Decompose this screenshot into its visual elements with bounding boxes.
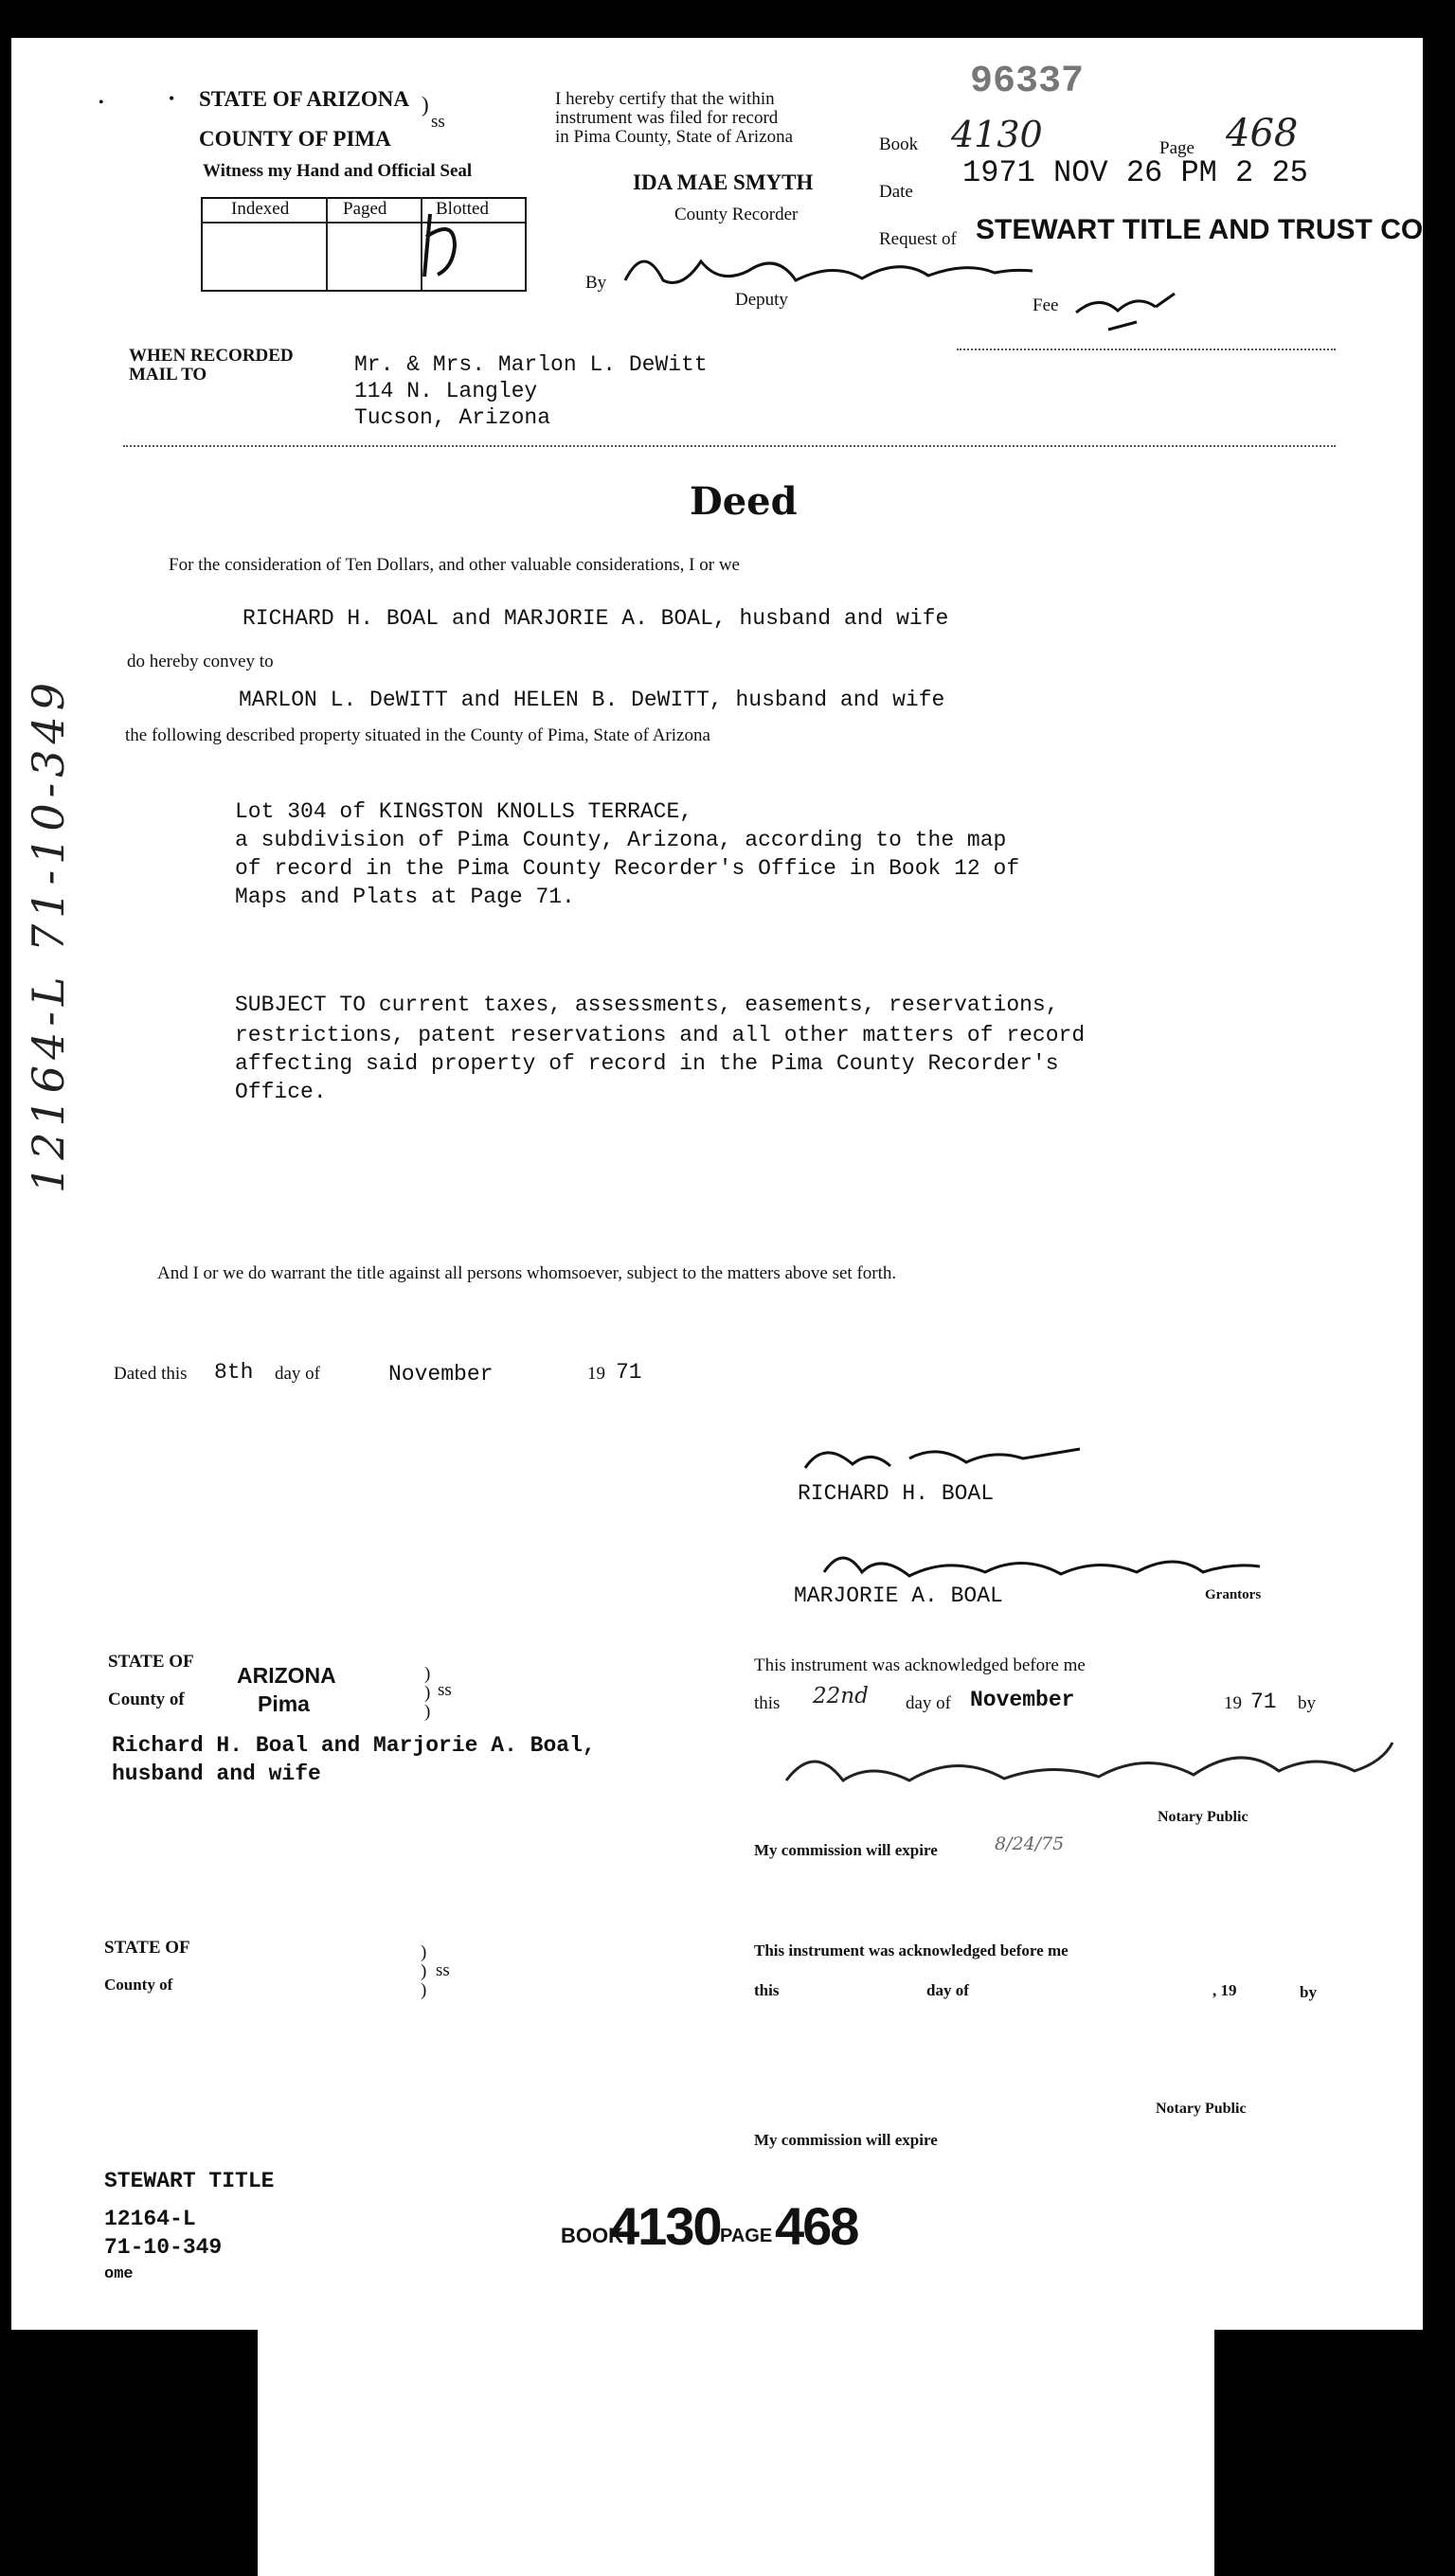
ack1-county-label: County of	[108, 1690, 185, 1709]
bullet-mark: •	[169, 89, 175, 108]
ack2-notary-label: Notary Public	[1156, 2101, 1247, 2117]
ack1-state-value: ARIZONA	[237, 1663, 336, 1688]
mail-to-line-1: Mr. & Mrs. Marlon L. DeWitt	[354, 352, 708, 377]
margin-handwritten-note: 12164-L 71-10-349	[23, 677, 74, 1193]
ack2-ss: ss	[436, 1960, 450, 1980]
deputy-signature	[616, 242, 1042, 299]
certify-line-1: I hereby certify that the within	[555, 89, 775, 109]
ack2-year-prefix: , 19	[1212, 1981, 1237, 1999]
ack1-text: This instrument was acknowledged before me	[754, 1655, 1086, 1675]
ack1-notary-label: Notary Public	[1158, 1809, 1248, 1825]
document-page-tab	[258, 2330, 1214, 2576]
ack1-year: 71	[1250, 1690, 1277, 1714]
recorder-name: IDA MAE SMYTH	[633, 170, 814, 194]
book-stamp-label: BOOK	[561, 2224, 623, 2247]
deed-title: Deed	[690, 479, 798, 524]
legal-description-4: Maps and Plats at Page 71.	[235, 885, 575, 909]
witness-line: Witness my Hand and Official Seal	[203, 161, 473, 181]
grantors-label: Grantors	[1205, 1587, 1262, 1602]
fee-scribble	[1070, 284, 1194, 331]
footer-line-3: ome	[104, 2265, 134, 2283]
mail-to-line-2: 114 N. Langley	[354, 379, 538, 403]
notary-signature	[767, 1733, 1402, 1809]
footer-line-2: 71-10-349	[104, 2235, 223, 2260]
date-label: Date	[879, 182, 913, 202]
state-of-arizona-header: STATE OF ARIZONA	[199, 87, 409, 111]
book-stamp-value: 4130	[610, 2196, 721, 2256]
date-value: 1971 NOV 26 PM 2 25	[962, 155, 1308, 190]
blotted-label: Blotted	[436, 199, 489, 219]
ack1-county-value: Pima	[258, 1691, 310, 1716]
certify-line-2: instrument was filed for record	[555, 108, 779, 128]
mail-to-dotted-rule	[123, 445, 1336, 447]
book-label: Book	[879, 134, 919, 154]
subject-to-line-1: SUBJECT TO current taxes, assessments, easements, reservations,	[235, 993, 1059, 1017]
consideration-line: For the consideration of Ten Dollars, and other valuable considerations, I or we	[169, 555, 740, 575]
convey-line: do hereby convey to	[127, 652, 274, 671]
ack2-this: this	[754, 1981, 780, 1999]
document-number: 96337	[970, 61, 1085, 103]
county-of-pima-header: COUNTY OF PIMA	[199, 127, 391, 151]
signer-1-name: RICHARD H. BOAL	[798, 1481, 995, 1506]
index-box-divider	[201, 222, 525, 224]
legal-description-3: of record in the Pima County Recorder's Office in Book 12 of	[235, 856, 1020, 881]
ack1-ss: ss	[438, 1680, 452, 1700]
index-box-col1	[326, 197, 328, 290]
paged-label: Paged	[343, 199, 387, 219]
subject-to-line-4: Office.	[235, 1080, 327, 1104]
page-label: Page	[1159, 138, 1195, 158]
ack1-names-line-1: Richard H. Boal and Marjorie A. Boal,	[112, 1733, 596, 1758]
header-paren: )	[422, 93, 429, 116]
request-of-value: STEWART TITLE AND TRUST CO	[976, 214, 1424, 245]
page-stamp-value: 468	[775, 2196, 858, 2256]
header-dotted-rule	[957, 349, 1336, 350]
legal-description-1: Lot 304 of KINGSTON KNOLLS TERRACE,	[235, 799, 693, 824]
subject-to-line-2: restrictions, patent reservations and all other matters of record	[235, 1023, 1086, 1047]
dated-day: 8th	[214, 1360, 254, 1385]
mail-to-line-3: Tucson, Arizona	[354, 405, 551, 430]
ack1-this: this	[754, 1693, 781, 1713]
dated-year: 71	[616, 1360, 642, 1385]
header-ss: ss	[431, 112, 445, 132]
mail-to-label: WHEN RECORDED MAIL TO	[129, 346, 294, 385]
subject-to-line-3: affecting said property of record in the Pima County Recorder's	[235, 1051, 1059, 1076]
ack1-state-label: STATE OF	[108, 1652, 194, 1672]
ack1-commission: My commission will expire	[754, 1841, 938, 1859]
grantors-line: RICHARD H. BOAL and MARJORIE A. BOAL, husband and wife	[242, 606, 949, 631]
book-value: 4130	[951, 114, 1043, 155]
certify-line-3: in Pima County, State of Arizona	[555, 127, 794, 147]
deputy-label: Deputy	[735, 290, 788, 310]
ack1-day-value: 22nd	[813, 1684, 869, 1708]
signer-2-name: MARJORIE A. BOAL	[794, 1583, 1003, 1608]
ack1-day-of: day of	[906, 1693, 952, 1713]
ack2-county-label: County of	[104, 1976, 173, 1994]
property-situated-line: the following described property situated in the County of Pima, State of Arizona	[125, 725, 710, 745]
ack2-commission: My commission will expire	[754, 2131, 938, 2149]
by-label: By	[585, 273, 607, 293]
ack1-month: November	[970, 1688, 1075, 1712]
ack2-state-label: STATE OF	[104, 1938, 190, 1958]
ack2-day-of: day of	[926, 1981, 969, 1999]
footer-company: STEWART TITLE	[104, 2169, 275, 2193]
page-stamp-label: PAGE	[720, 2226, 773, 2246]
indexed-label: Indexed	[231, 199, 290, 219]
ack2-by: by	[1300, 1983, 1317, 2001]
recorder-initial-mark	[417, 208, 474, 284]
page-value: 468	[1226, 112, 1299, 155]
dated-month: November	[388, 1362, 494, 1386]
warranty-line: And I or we do warrant the title against all persons whomsoever, subject to the matters above set forth.	[157, 1263, 897, 1283]
recorder-title: County Recorder	[674, 205, 799, 224]
ack1-names-line-2: husband and wife	[112, 1762, 321, 1786]
ack1-by: by	[1298, 1693, 1316, 1713]
signature-richard-boal	[796, 1430, 1099, 1487]
ack1-year-prefix: 19	[1224, 1693, 1242, 1713]
ack1-paren: ) ) )	[424, 1664, 431, 1722]
grantees-line: MARLON L. DeWITT and HELEN B. DeWITT, husband and wife	[239, 688, 945, 712]
dated-year-prefix: 19	[587, 1364, 605, 1384]
fee-label: Fee	[1033, 295, 1059, 315]
dated-label: Dated this	[114, 1364, 188, 1384]
legal-description-2: a subdivision of Pima County, Arizona, according to the map	[235, 828, 1007, 852]
request-of-label: Request of	[879, 229, 957, 249]
ack1-commission-scribble: 8/24/75	[995, 1834, 1065, 1854]
footer-line-1: 12164-L	[104, 2207, 196, 2231]
ack2-paren: ) ) )	[421, 1942, 427, 2000]
dated-day-of: day of	[275, 1364, 321, 1384]
ack2-text: This instrument was acknowledged before me	[754, 1941, 1069, 1959]
left-edge-mark: •	[99, 95, 104, 111]
